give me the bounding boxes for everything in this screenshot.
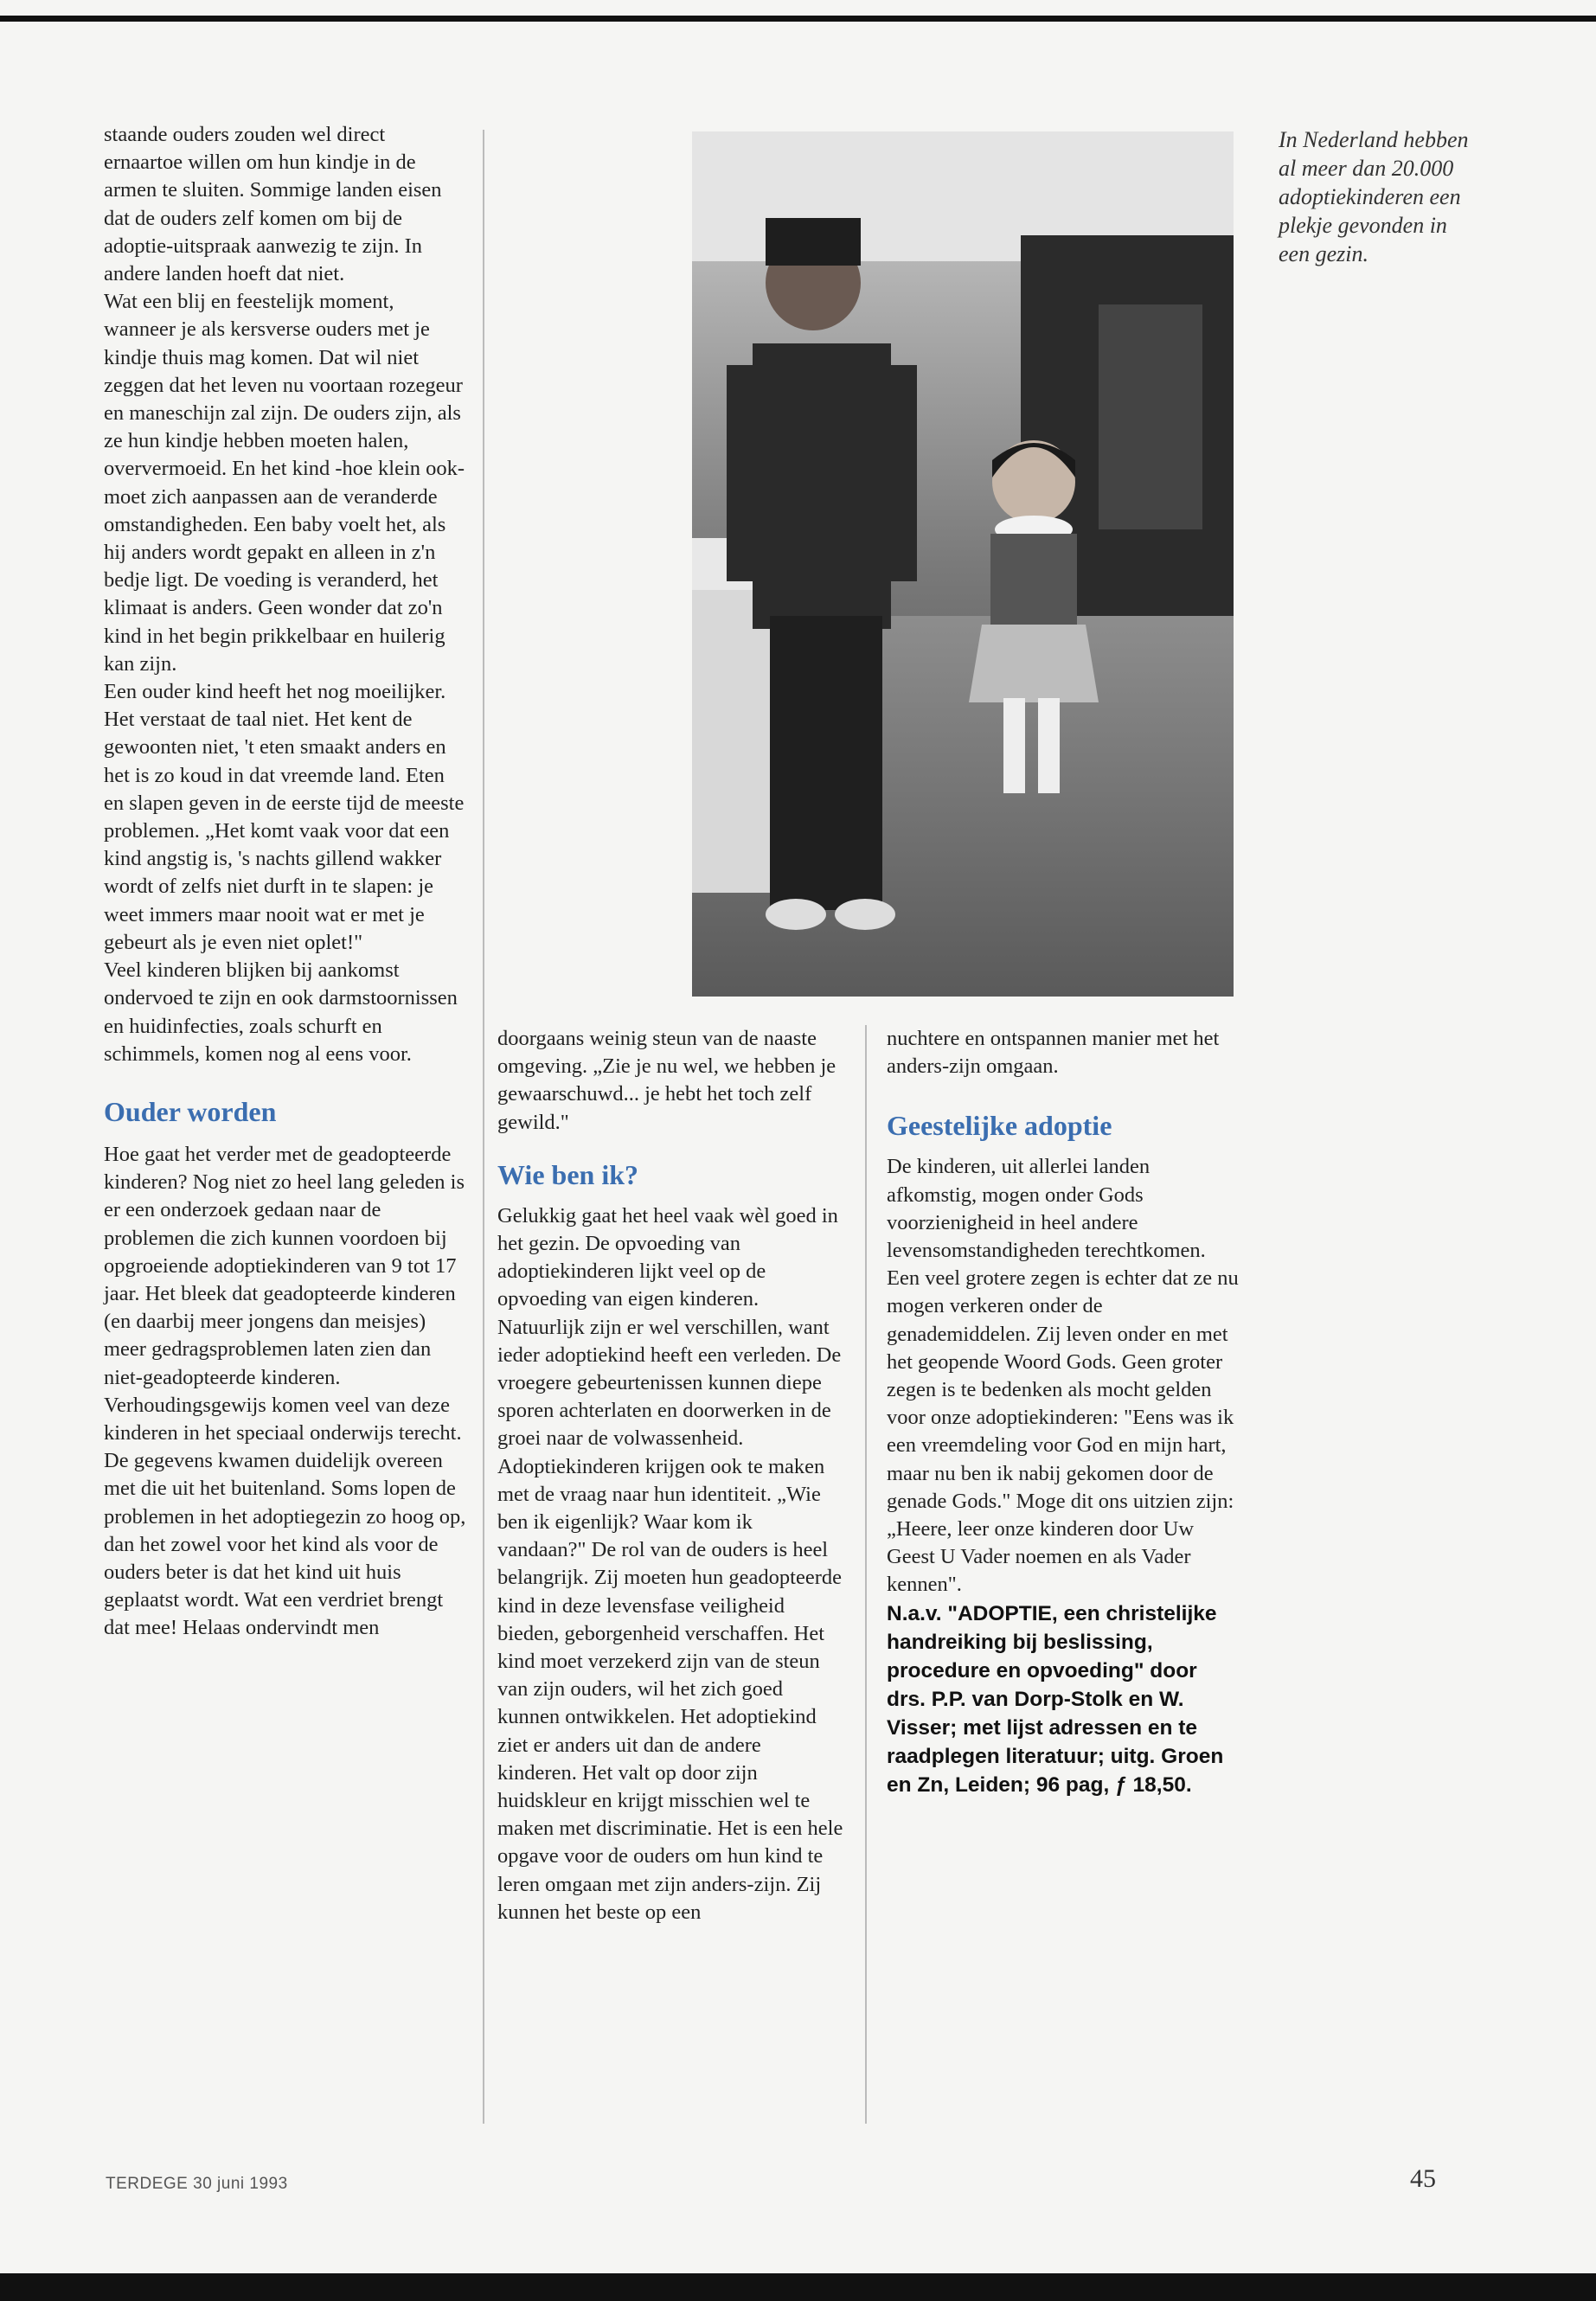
body-paragraph: Veel kinderen blijken bij aankomst ondervoed te zijn en ook darmstoornissen en huidinfecties, zoals schurft en schimmels, komen nog al eens voor.: [104, 958, 458, 1066]
page-number: 45: [1410, 2164, 1436, 2193]
article-photo: [692, 131, 1234, 997]
body-paragraph: De kinderen, uit allerlei landen afkomstig, mogen onder Gods voorzienigheid in heel andere levensomstandigheden terechtkomen. Een veel grotere zegen is echter dat ze nu mogen verkeren onder de genademiddelen. Zij leven onder en met het geopende Woord Gods. Geen groter zegen is te bedenken als mocht gelden voor onze adoptiekinderen: "Eens was ik een vreemdeling voor God en mijn hart, maar nu ben ik nabij gekomen door de genade Gods." Moge dit ons uitzien zijn: „Heere, leer onze kinderen door Uw Geest U Vader noemen en als Vader kennen".: [887, 1155, 1239, 1597]
body-paragraph: Wat een blij en feestelijk moment, wanneer je als kersverse ouders met je kindje thuis mag komen. Dat wil niet zeggen dat het leven nu voortaan rozegeur en maneschijn zal zijn. De ouders zijn, als ze hun kindje hebben moeten halen, oververmoeid. En het kind -hoe klein ook- moet zich aanpassen aan de veranderde omstandigheden. Een baby voelt het, als hij anders wordt gepakt en alleen in z'n bedje ligt. De voeding is veranderd, het klimaat is anders. Geen wonder dat zo'n kind in het begin prikkelbaar en huilerig kan zijn.: [104, 290, 465, 676]
body-paragraph: Hoe gaat het verder met de geadopteerde kinderen? Nog niet zo heel lang geleden is er een onderzoek gedaan naar de problemen die zich kunnen voordoen bij opgroeiende adoptiekinderen van 9 tot 17 jaar. Het bleek dat geadopteerde kinderen (en daarbij meer jongens dan meisjes) meer gedragsproblemen laten zien dan niet-geadopteerde kinderen. Verhoudingsgewijs komen veel van deze kinderen in het speciaal onderwijs terecht. De gegevens kwamen duidelijk overeen met die uit het buitenland. Soms lopen de problemen in het adoptiegezin zo hoog op, dan het zowel voor het kind als voor de ouders beter is dat het kind uit huis geplaatst wordt. Wat een verdriet brengt dat mee! Helaas ondervindt men: [104, 1142, 466, 1640]
section-heading-ouder-worden: Ouder worden: [104, 1095, 277, 1127]
section-heading-geestelijke-adoptie: Geestelijke adoptie: [887, 1110, 1112, 1142]
source-note: N.a.v. "ADOPTIE, een christelijke handreiking bij beslissing, procedure en opvoeding" door drs. P.P. van Dorp-Stolk en W. Visser; met lijst adressen en te raadplegen literatuur; uitg. Groen en Zn, Leiden; 96 pag, ƒ 18,50.: [887, 1601, 1224, 1797]
top-rule: [0, 16, 1596, 22]
body-paragraph: staande ouders zouden wel direct ernaartoe willen om hun kindje in de armen te sluiten. Sommige landen eisen dat de ouders zelf komen om bij de adoptie-uitspraak aanwezig te zijn. In andere landen hoeft dat niet.: [104, 123, 442, 286]
body-paragraph: doorgaans weinig steun van de naaste omgeving. „Zie je nu wel, we hebben je gewaarschuwd... je hebt het toch zelf gewild.": [497, 1027, 836, 1134]
sidebar-quote: In Nederland hebben al meer dan 20.000 adoptiekinderen een plekje gevonden in een gezin.: [1279, 127, 1469, 266]
bottom-rule: [0, 2273, 1596, 2301]
article-column-1: [104, 121, 467, 1643]
article-column-3: [887, 1025, 1241, 1799]
body-paragraph: nuchtere en ontspannen manier met het anders-zijn omgaan.: [887, 1027, 1220, 1079]
body-paragraph: Gelukkig gaat het heel vaak wèl goed in het gezin. De opvoeding van adoptiekinderen lijkt veel op de opvoeding van eigen kinderen. Natuurlijk zijn er wel verschillen, want ieder adoptiekind heeft een verleden. De vroegere gebeurtenissen kunnen diepe sporen achterlaten en doorwerken in de groei naar de volwassenheid. Adoptiekinderen krijgen ook te maken met de vraag naar hun identiteit. „Wie ben ik eigenlijk? Waar kom ik vandaan?" De rol van de ouders is heel belangrijk. Zij moeten hun geadopteerde kind in deze levensfase veiligheid bieden, geborgenheid verschaffen. Het kind moet verzekerd zijn van de steun van zijn ouders, wil het zich goed kunnen ontwikkelen. Het adoptiekind ziet er anders uit dan de andere kinderen. Het valt op door zijn huidskleur en krijgt misschien wel te maken met discriminatie. Het is een hele opgave voor de ouders om hun kind te leren omgaan met zijn anders-zijn. Zij kunnen het beste op een: [497, 1203, 843, 1924]
article-column-2: [497, 1025, 843, 1926]
photo-illustration: [692, 131, 1234, 997]
footer-magazine-date: TERDEGE 30 juni 1993: [106, 2175, 288, 2193]
column-divider: [865, 1025, 867, 2124]
column-divider: [483, 130, 484, 2124]
body-paragraph: Een ouder kind heeft het nog moeilijker. Het verstaat de taal niet. Het kent de gewoonten niet, 't eten smaakt anders en het is zo koud in dat vreemde land. Eten en slapen geven in de eerste tijd de meeste problemen. „Het komt vaak voor dat een kind angstig is, 's nachts gillend wakker wordt of zelfs niet durft in te slapen: je weet immers maar nooit wat er met je gebeurt als je even niet oplet!": [104, 680, 465, 954]
section-heading-wie-ben-ik: Wie ben ik?: [497, 1158, 638, 1190]
